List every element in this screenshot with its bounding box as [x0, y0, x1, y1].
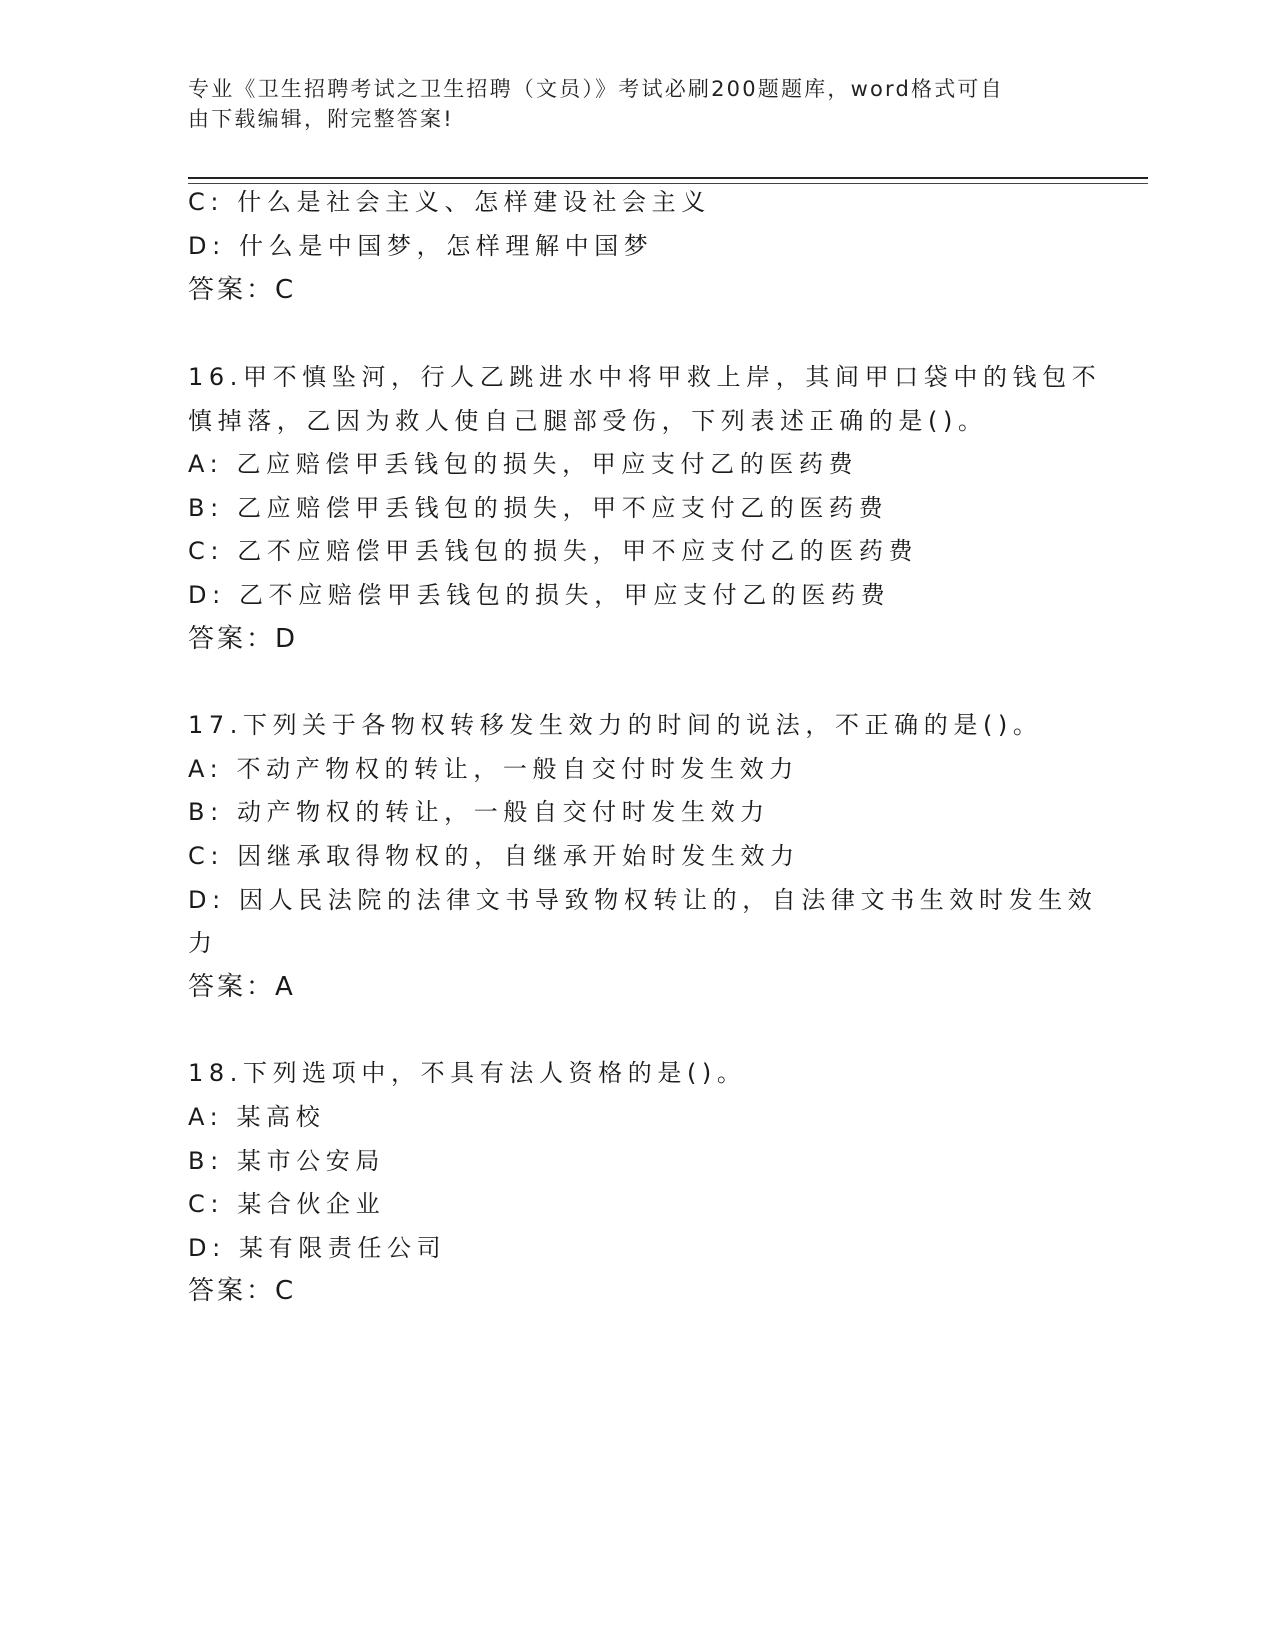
q17-option-d-line-1: D: 因人民法院的法律文书导致物权转让的，自法律文书生效时发生效 [188, 886, 1098, 914]
q16-option-c: C: 乙不应赔偿甲丢钱包的损失，甲不应支付乙的医药费 [188, 537, 919, 565]
q16-stem-line-2: 慎掉落，乙因为救人使自己腿部受伤，下列表述正确的是()。 [188, 407, 988, 435]
q18-option-b: B: 某市公安局 [188, 1147, 385, 1175]
q16-option-a: A: 乙应赔偿甲丢钱包的损失，甲应支付乙的医药费 [188, 450, 859, 478]
q18-option-c: C: 某合伙企业 [188, 1190, 386, 1218]
q16-stem-line-1: 16.甲不慎坠河，行人乙跳进水中将甲救上岸，其间甲口袋中的钱包不 [188, 363, 1102, 391]
q18-option-a: A: 某高校 [188, 1103, 326, 1131]
q18-answer: 答案：C [188, 1276, 297, 1306]
header-divider-thin [188, 183, 1148, 184]
q15-option-c: C: 什么是社会主义、怎样建设社会主义 [188, 188, 711, 216]
q17-option-c: C: 因继承取得物权的，自继承开始时发生效力 [188, 842, 800, 870]
document-header [188, 74, 1068, 134]
q16-option-d: D: 乙不应赔偿甲丢钱包的损失，甲应支付乙的医药费 [188, 581, 891, 609]
q17-stem: 17.下列关于各物权转移发生效力的时间的说法，不正确的是()。 [188, 711, 1043, 739]
q17-option-a: A: 不动产物权的转让，一般自交付时发生效力 [188, 755, 799, 783]
q15-answer: 答案：C [188, 275, 297, 305]
header-line-2: 由下载编辑，附完整答案! [188, 107, 454, 131]
header-divider-thick [188, 177, 1148, 179]
q18-stem: 18.下列选项中，不具有法人资格的是()。 [188, 1059, 747, 1087]
q18-option-d: D: 某有限责任公司 [188, 1234, 447, 1262]
q16-option-b: B: 乙应赔偿甲丢钱包的损失，甲不应支付乙的医药费 [188, 494, 889, 522]
q17-option-b: B: 动产物权的转让，一般自交付时发生效力 [188, 798, 770, 826]
q17-answer: 答案：A [188, 972, 296, 1002]
q16-answer: 答案：D [188, 624, 299, 654]
header-line-1: 专业《卫生招聘考试之卫生招聘（文员）》考试必刷200题题库，word格式可自 [188, 77, 1004, 101]
q15-option-d: D: 什么是中国梦，怎样理解中国梦 [188, 232, 654, 260]
q17-option-d-line-2: 力 [188, 929, 218, 957]
